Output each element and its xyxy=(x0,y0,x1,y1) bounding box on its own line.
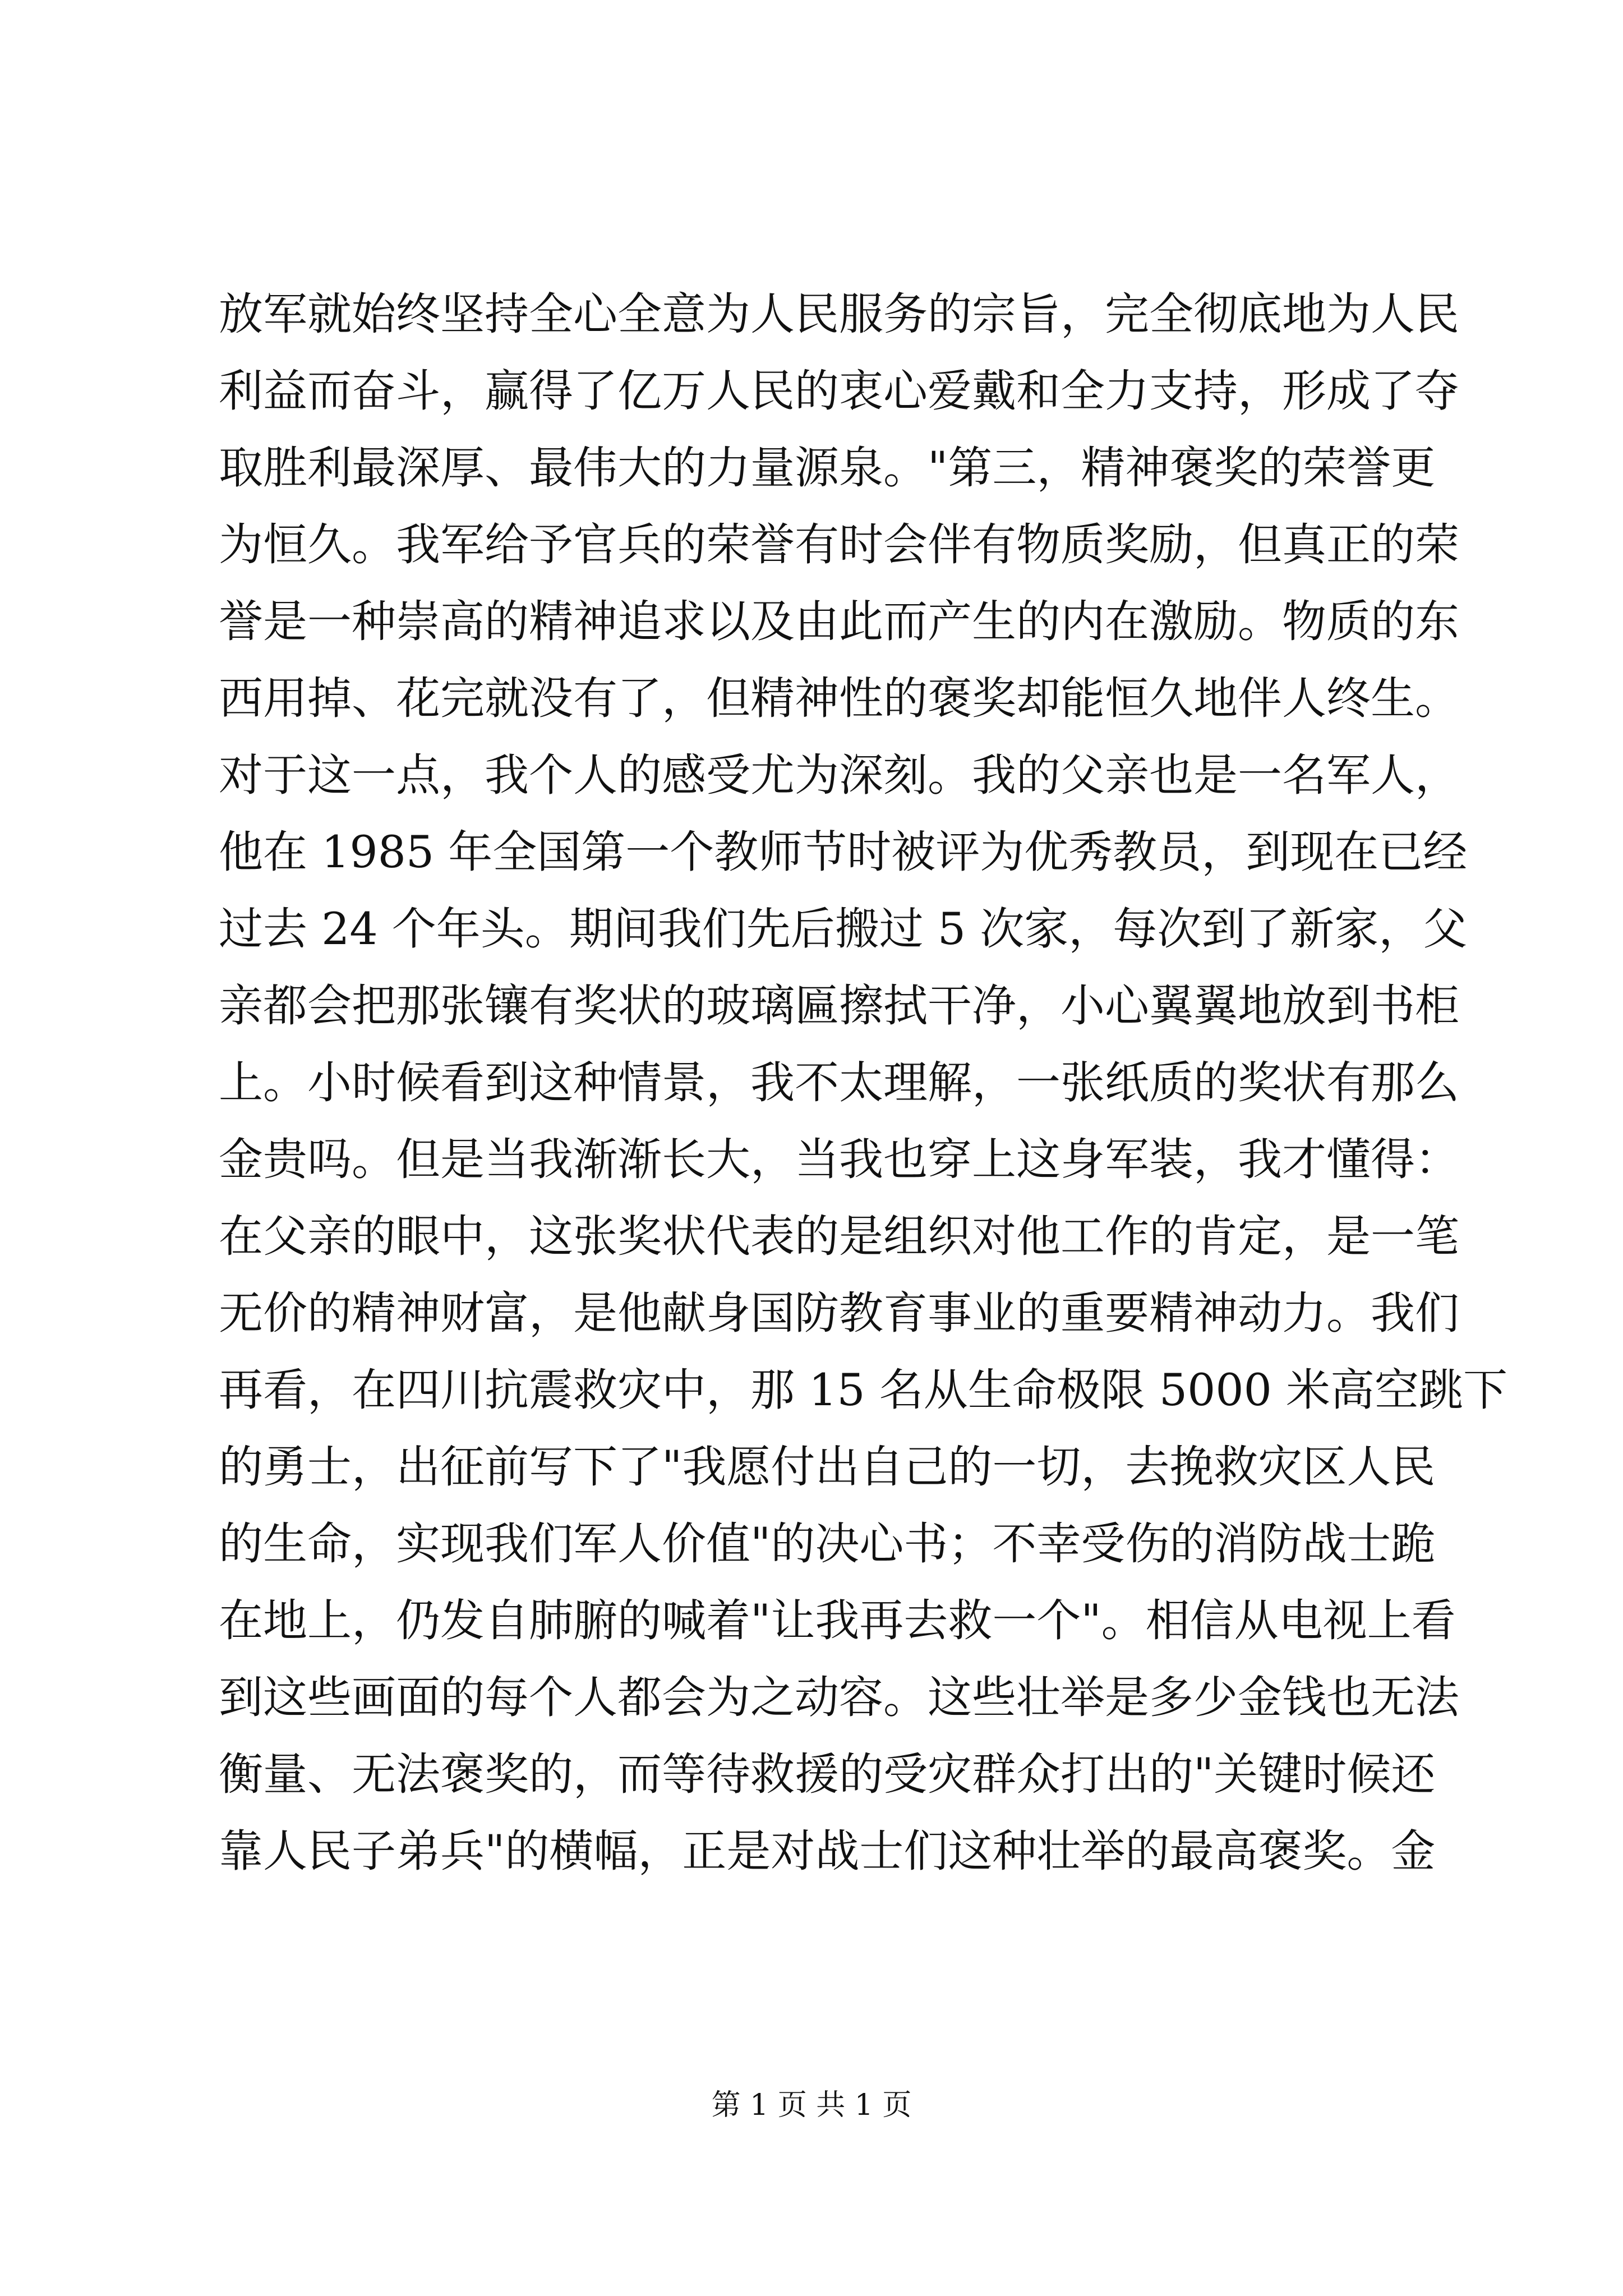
text-line: 到这些画面的每个人都会为之动容。这些壮举是多少金钱也无法 xyxy=(219,1672,1459,1723)
text-line: 过去 24 个年头。期间我们先后搬过 5 次家，每次到了新家，父 xyxy=(219,903,1468,955)
text-line: 再看，在四川抗震救灾中，那 15 名从生命极限 5000 米高空跳下 xyxy=(219,1364,1508,1416)
text-line: 取胜利最深厚、最伟大的力量源泉。"第三，精神褒奖的荣誉更 xyxy=(219,442,1436,494)
text-line: 利益而奋斗，赢得了亿万人民的衷心爱戴和全力支持，形成了夺 xyxy=(219,365,1459,417)
text-line: 西用掉、花完就没有了，但精神性的褒奖却能恒久地伴人终生。 xyxy=(219,673,1459,724)
text-line: 衡量、无法褒奖的，而等待救援的受灾群众打出的"关键时候还 xyxy=(219,1749,1436,1800)
text-line: 金贵吗。但是当我渐渐长大，当我也穿上这身军装，我才懂得： xyxy=(219,1134,1459,1185)
text-line: 上。小时候看到这种情景，我不太理解，一张纸质的奖状有那么 xyxy=(219,1057,1459,1108)
text-line: 亲都会把那张镶有奖状的玻璃匾擦拭干净，小心翼翼地放到书柜 xyxy=(219,980,1459,1032)
text-line: 的勇士，出征前写下了"我愿付出自己的一切，去挽救灾区人民 xyxy=(219,1441,1436,1493)
text-line: 的生命，实现我们军人价值"的决心书；不幸受伤的消防战士跪 xyxy=(219,1518,1436,1570)
document-body xyxy=(219,276,1508,1890)
text-line: 在父亲的眼中，这张奖状代表的是组织对他工作的肯定，是一笔 xyxy=(219,1211,1459,1262)
text-line: 誉是一种崇高的精神追求以及由此而产生的内在激励。物质的东 xyxy=(219,596,1459,647)
text-line: 放军就始终坚持全心全意为人民服务的宗旨，完全彻底地为人民 xyxy=(219,288,1459,340)
text-line: 对于这一点，我个人的感受尤为深刻。我的父亲也是一名军人， xyxy=(219,749,1459,801)
text-line: 他在 1985 年全国第一个教师节时被评为优秀教员，到现在已经 xyxy=(219,826,1468,878)
text-line: 无价的精神财富，是他献身国防教育事业的重要精神动力。我们 xyxy=(219,1287,1459,1339)
text-line: 靠人民子弟兵"的横幅，正是对战士们这种壮举的最高褒奖。金 xyxy=(219,1825,1436,1877)
page-number-footer: 第 1 页 共 1 页 xyxy=(711,2088,912,2122)
text-line: 在地上，仍发自肺腑的喊着"让我再去救一个"。相信从电视上看 xyxy=(219,1595,1456,1646)
text-line: 为恒久。我军给予官兵的荣誉有时会伴有物质奖励，但真正的荣 xyxy=(219,519,1459,570)
